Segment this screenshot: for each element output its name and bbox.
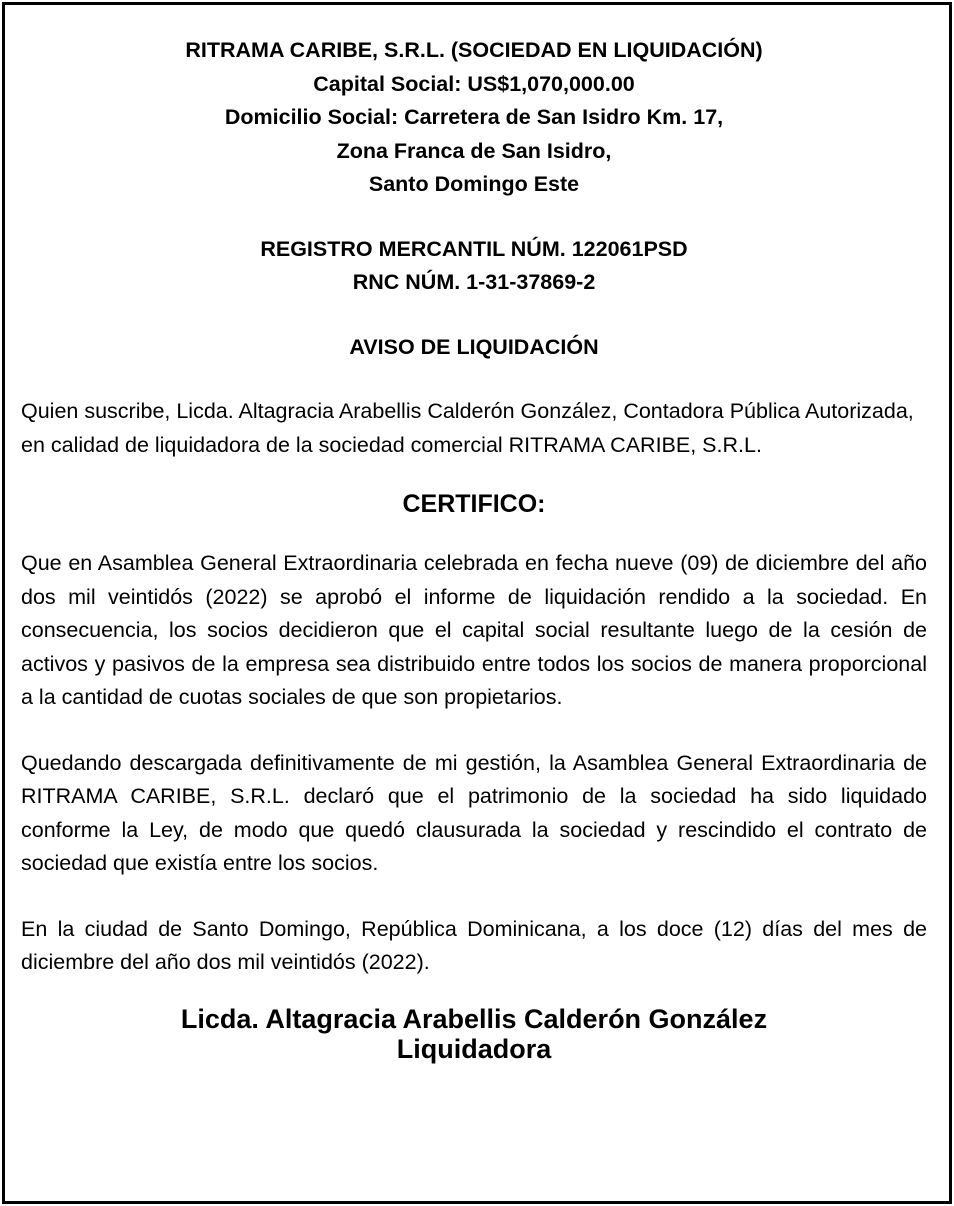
signatory-role: Liquidadora [396,1033,552,1064]
address-line-2: Zona Franca de San Isidro, [336,138,612,163]
certifico-heading: CERTIFICO: [402,490,546,518]
paragraph-1: Que en Asamblea General Extraordinaria celebrada en fecha nueve (09) de diciembre del año dos mil veintidós (2022) se aprobó el informe de liquidación rendido a la sociedad. En consecuencia, los socios decidieron que el capital social resultante luego de la cesión de activos y pasivos de la empresa sea distribuido entre todos los socios de manera proporcional a la cantidad de cuotas sociales de que son propietarios. [21,551,927,709]
capital-social: Capital Social: US$1,070,000.00 [313,71,635,96]
signature-block [21,1004,927,1064]
registry-number: REGISTRO MERCANTIL NÚM. 122061PSD [260,236,688,261]
address-line-3: Santo Domingo Este [368,172,580,196]
signatory-name: Licda. Altagracia Arabellis Calderón González [180,1003,768,1034]
paragraph-3: En la ciudad de Santo Domingo, República Dominicana, a los doce (12) días del mes de diciembre del año dos mil veintidós (2022). [21,916,927,974]
intro-paragraph: Quien suscribe, Licda. Altagracia Arabellis Calderón González, Contadora Pública Autorizada, en calidad de liquidadora de la sociedad comercial RITRAMA CARIBE, S.R.L. [21,399,914,457]
address-line-1: Domicilio Social: Carretera de San Isidro Km. 17, [224,105,724,129]
liquidation-notice [21,34,927,1064]
company-header [21,34,927,364]
rnc-number: RNC NÚM. 1-31-37869-2 [352,270,596,294]
paragraph-2: Quedando descargada definitivamente de mi gestión, la Asamblea General Extraordinaria de RITRAMA CARIBE, S.R.L. declaró que el patrimonio de la sociedad ha sido liquidado conforme la Ley, de modo que quedó clausurada la sociedad y rescindido el contrato de sociedad que existía entre los socios. [21,750,927,875]
company-name: RITRAMA CARIBE, S.R.L. (SOCIEDAD EN LIQUIDACIÓN) [185,38,763,62]
notice-title: AVISO DE LIQUIDACIÓN [349,334,599,359]
